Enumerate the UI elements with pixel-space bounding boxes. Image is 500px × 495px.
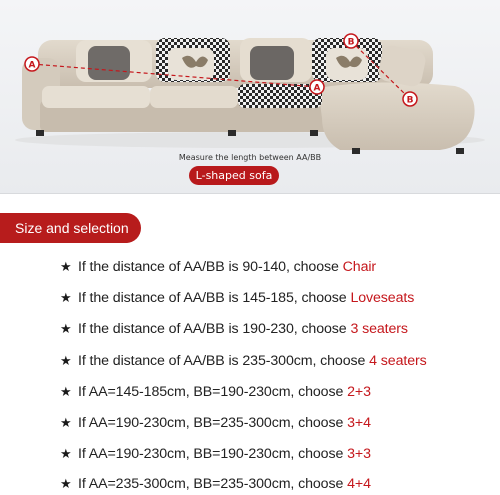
svg-text:B: B bbox=[406, 95, 414, 106]
rule-choice: Loveseats bbox=[350, 290, 415, 306]
rule-text: If the distance of AA/BB is 90-140, choose bbox=[78, 259, 343, 275]
section-title: Size and selection bbox=[0, 213, 141, 243]
star-icon: ★ bbox=[60, 321, 72, 336]
rule-item bbox=[60, 476, 371, 492]
rule-text: If AA=145-185cm, BB=190-230cm, choose bbox=[78, 384, 348, 400]
sofa-photo-panel bbox=[0, 0, 500, 194]
star-icon: ★ bbox=[60, 415, 72, 430]
marker-b-bottom bbox=[403, 92, 417, 106]
star-icon: ★ bbox=[60, 290, 72, 305]
rule-item bbox=[60, 446, 371, 462]
pillow-grey-right bbox=[250, 46, 294, 80]
star-icon: ★ bbox=[60, 353, 72, 368]
rule-text: If the distance of AA/BB is 190-230, choose bbox=[78, 321, 351, 337]
sofa-leg bbox=[310, 130, 318, 136]
rule-choice: 2+3 bbox=[347, 384, 371, 400]
rule-choice: 3+4 bbox=[347, 415, 371, 431]
seat-cushion-left bbox=[42, 86, 150, 108]
rule-choice: 4+4 bbox=[347, 476, 371, 492]
marker-a-left bbox=[25, 57, 39, 71]
svg-text:A: A bbox=[313, 83, 321, 94]
star-icon: ★ bbox=[60, 259, 72, 274]
sofa-type-label: L-shaped sofa bbox=[189, 166, 279, 185]
rule-item bbox=[60, 415, 371, 431]
rule-item bbox=[60, 321, 408, 337]
marker-b-top bbox=[344, 34, 358, 48]
rule-text: If AA=190-230cm, BB=235-300cm, choose bbox=[78, 415, 348, 431]
rule-item bbox=[60, 384, 371, 400]
rule-item bbox=[60, 353, 427, 369]
sofa-leg bbox=[228, 130, 236, 136]
rule-choice: 3 seaters bbox=[350, 321, 408, 337]
marker-a-right bbox=[310, 80, 324, 94]
rule-text: If the distance of AA/BB is 145-185, choose bbox=[78, 290, 351, 306]
rule-text: If the distance of AA/BB is 235-300cm, choose bbox=[78, 353, 370, 369]
pillow-grey bbox=[88, 46, 130, 80]
rule-text: If AA=190-230cm, BB=190-230cm, choose bbox=[78, 446, 348, 462]
l-shaped-sofa-illustration bbox=[0, 0, 500, 193]
rule-choice: 3+3 bbox=[347, 446, 371, 462]
star-icon: ★ bbox=[60, 446, 72, 461]
star-icon: ★ bbox=[60, 384, 72, 399]
svg-text:A: A bbox=[28, 60, 36, 71]
rule-item bbox=[60, 290, 414, 306]
svg-text:B: B bbox=[347, 37, 355, 48]
rule-choice: Chair bbox=[342, 259, 377, 275]
rule-text: If AA=235-300cm, BB=235-300cm, choose bbox=[78, 476, 348, 492]
sofa-leg bbox=[36, 130, 44, 136]
star-icon: ★ bbox=[60, 476, 72, 491]
rule-item bbox=[60, 259, 376, 275]
measure-caption: Measure the length between AA/BB bbox=[178, 153, 322, 162]
sofa-chaise bbox=[318, 82, 475, 150]
seat-cushion-middle bbox=[150, 86, 238, 108]
rule-choice: 4 seaters bbox=[369, 353, 427, 369]
